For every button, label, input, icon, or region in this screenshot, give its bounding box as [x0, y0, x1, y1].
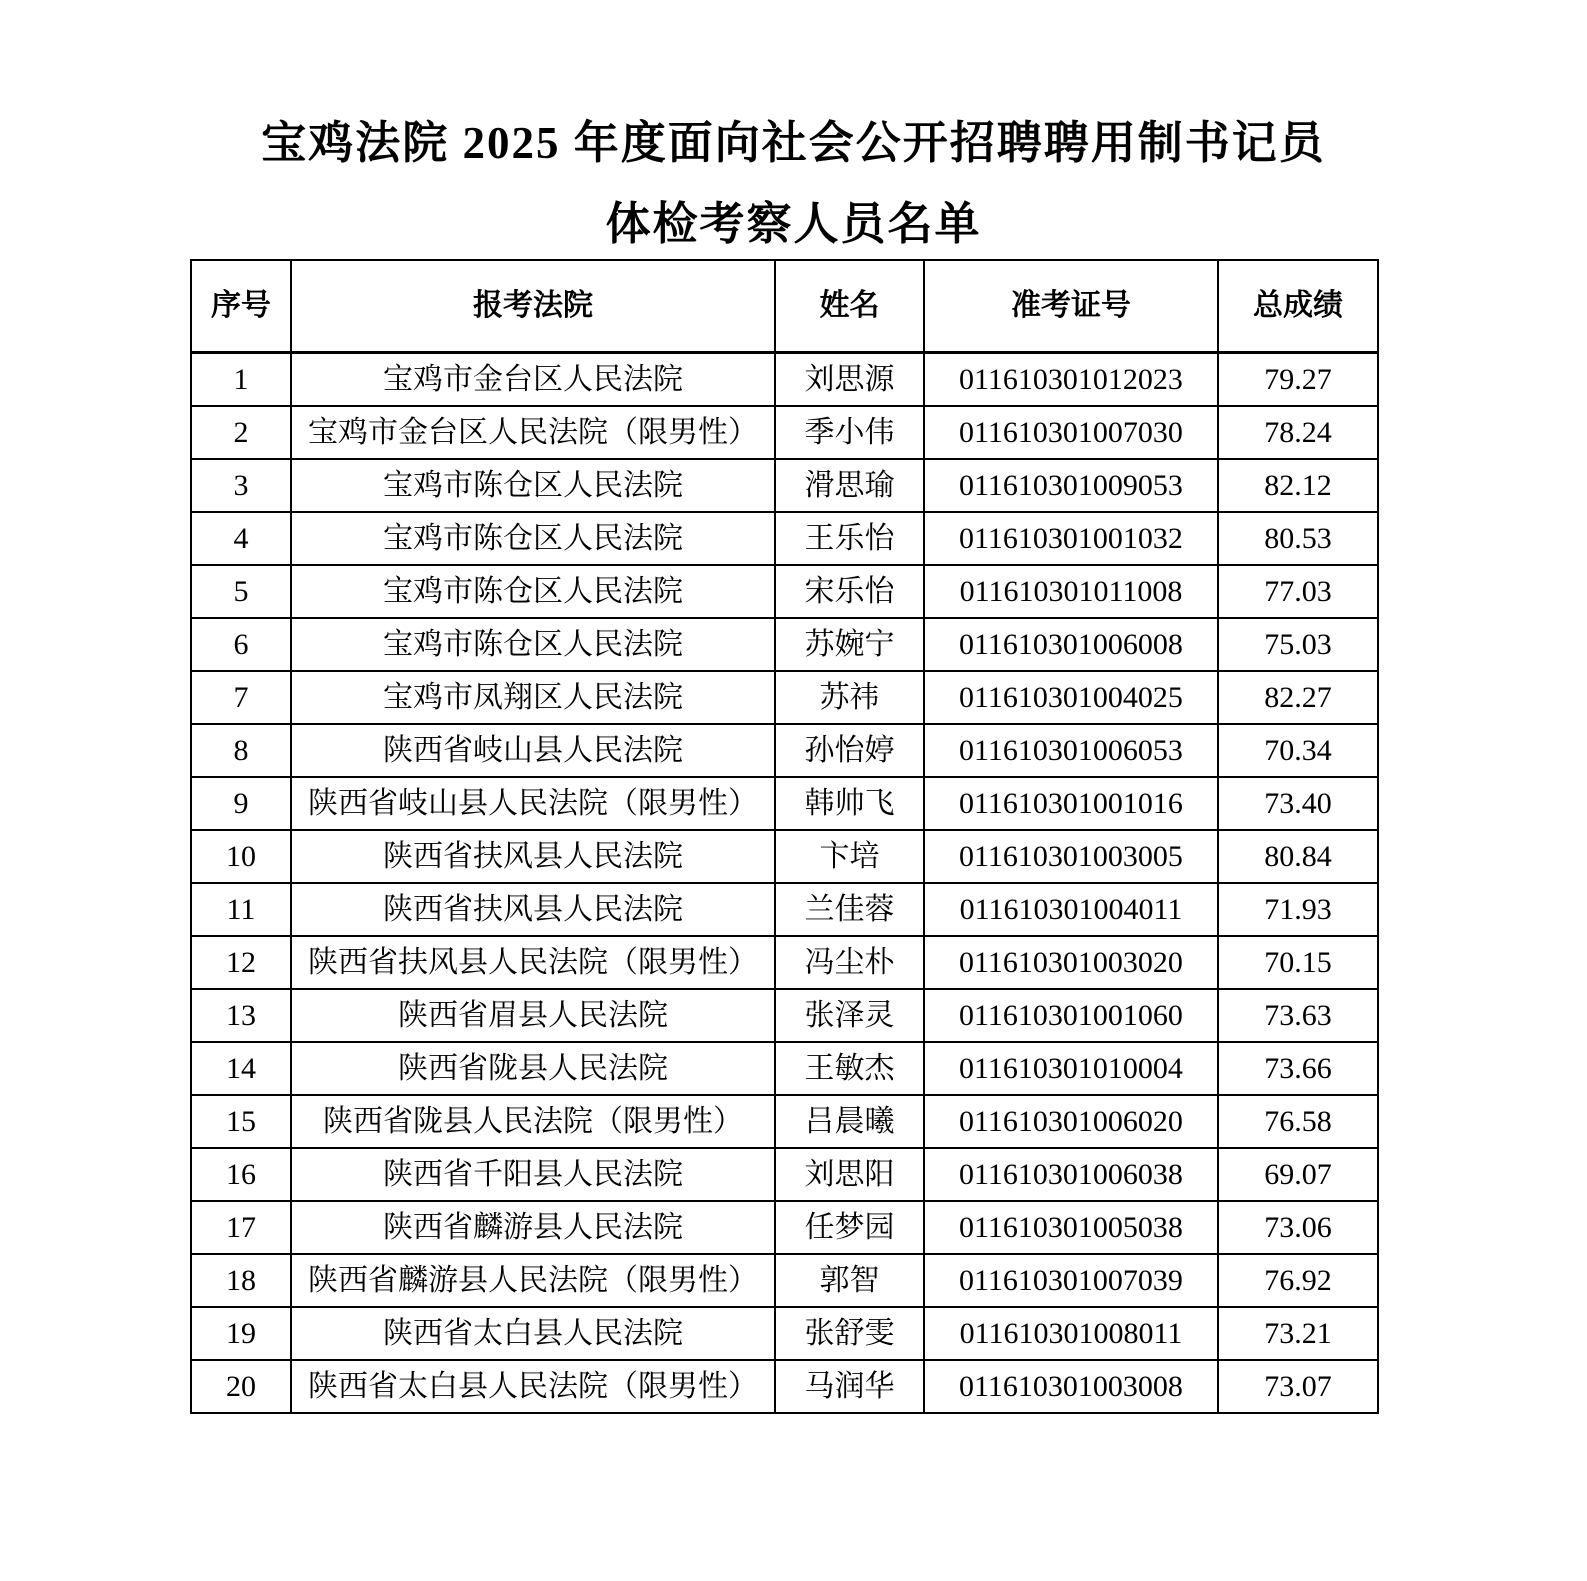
table-row: [191, 406, 1378, 459]
table-row: [191, 1148, 1378, 1201]
total-score: 71.93: [1218, 883, 1378, 936]
exam-id: 011610301004025: [924, 671, 1218, 724]
candidate-name: 宋乐怡: [775, 565, 924, 618]
total-score: 70.15: [1218, 936, 1378, 989]
row-index: 20: [191, 1360, 291, 1413]
total-score: 73.63: [1218, 989, 1378, 1042]
document-title-line1: 宝鸡法院 2025 年度面向社会公开招聘聘用制书记员: [261, 118, 1326, 168]
candidate-name: 王乐怡: [775, 512, 924, 565]
court-name: 陕西省麟游县人民法院: [291, 1201, 775, 1254]
candidate-name: 苏婉宁: [775, 618, 924, 671]
row-index: 19: [191, 1307, 291, 1360]
column-header-score: 总成绩: [1218, 260, 1378, 353]
total-score: 76.58: [1218, 1095, 1378, 1148]
row-index: 15: [191, 1095, 291, 1148]
candidate-name: 刘思阳: [775, 1148, 924, 1201]
column-header-index: 序号: [191, 260, 291, 353]
total-score: 76.92: [1218, 1254, 1378, 1307]
row-index: 17: [191, 1201, 291, 1254]
exam-id: 011610301001032: [924, 512, 1218, 565]
candidate-name: 韩帅飞: [775, 777, 924, 830]
court-name: 陕西省扶风县人民法院: [291, 883, 775, 936]
candidate-name: 兰佳蓉: [775, 883, 924, 936]
total-score: 79.27: [1218, 353, 1378, 407]
exam-id: 011610301003008: [924, 1360, 1218, 1413]
row-index: 1: [191, 353, 291, 407]
column-header-exam-id: 准考证号: [924, 260, 1218, 353]
exam-id: 011610301006020: [924, 1095, 1218, 1148]
exam-id: 011610301006038: [924, 1148, 1218, 1201]
court-name: 宝鸡市金台区人民法院（限男性）: [291, 406, 775, 459]
table-row: [191, 724, 1378, 777]
row-index: 3: [191, 459, 291, 512]
candidate-name: 吕晨曦: [775, 1095, 924, 1148]
column-header-name: 姓名: [775, 260, 924, 353]
court-name: 陕西省扶风县人民法院: [291, 830, 775, 883]
row-index: 4: [191, 512, 291, 565]
exam-id: 011610301007039: [924, 1254, 1218, 1307]
exam-id: 011610301005038: [924, 1201, 1218, 1254]
exam-id: 011610301009053: [924, 459, 1218, 512]
table-row: [191, 777, 1378, 830]
candidate-name: 滑思瑜: [775, 459, 924, 512]
table-row: [191, 671, 1378, 724]
court-name: 宝鸡市陈仓区人民法院: [291, 459, 775, 512]
court-name: 陕西省眉县人民法院: [291, 989, 775, 1042]
total-score: 80.53: [1218, 512, 1378, 565]
row-index: 14: [191, 1042, 291, 1095]
total-score: 73.66: [1218, 1042, 1378, 1095]
court-name: 宝鸡市陈仓区人民法院: [291, 618, 775, 671]
exam-id: 011610301011008: [924, 565, 1218, 618]
exam-id: 011610301006053: [924, 724, 1218, 777]
row-index: 11: [191, 883, 291, 936]
row-index: 16: [191, 1148, 291, 1201]
exam-id: 011610301010004: [924, 1042, 1218, 1095]
row-index: 8: [191, 724, 291, 777]
court-name: 陕西省岐山县人民法院（限男性）: [291, 777, 775, 830]
court-name: 宝鸡市陈仓区人民法院: [291, 565, 775, 618]
total-score: 78.24: [1218, 406, 1378, 459]
total-score: 73.40: [1218, 777, 1378, 830]
court-name: 陕西省扶风县人民法院（限男性）: [291, 936, 775, 989]
row-index: 2: [191, 406, 291, 459]
table-row: [191, 1307, 1378, 1360]
table-row: [191, 353, 1378, 407]
document-title-line2: 体检考察人员名单: [605, 199, 982, 249]
table-row: [191, 459, 1378, 512]
candidate-name: 张舒雯: [775, 1307, 924, 1360]
candidate-name: 马润华: [775, 1360, 924, 1413]
total-score: 82.27: [1218, 671, 1378, 724]
court-name: 宝鸡市凤翔区人民法院: [291, 671, 775, 724]
candidate-name: 刘思源: [775, 353, 924, 407]
court-name: 陕西省太白县人民法院（限男性）: [291, 1360, 775, 1413]
row-index: 10: [191, 830, 291, 883]
table-row: [191, 618, 1378, 671]
total-score: 73.07: [1218, 1360, 1378, 1413]
exam-id: 011610301012023: [924, 353, 1218, 407]
candidate-name: 苏祎: [775, 671, 924, 724]
total-score: 75.03: [1218, 618, 1378, 671]
total-score: 73.06: [1218, 1201, 1378, 1254]
row-index: 18: [191, 1254, 291, 1307]
candidate-name: 卞培: [775, 830, 924, 883]
total-score: 73.21: [1218, 1307, 1378, 1360]
court-name: 宝鸡市陈仓区人民法院: [291, 512, 775, 565]
table-row: [191, 883, 1378, 936]
court-name: 宝鸡市金台区人民法院: [291, 353, 775, 407]
court-name: 陕西省麟游县人民法院（限男性）: [291, 1254, 775, 1307]
candidate-name: 王敏杰: [775, 1042, 924, 1095]
total-score: 82.12: [1218, 459, 1378, 512]
row-index: 5: [191, 565, 291, 618]
exam-id: 011610301001016: [924, 777, 1218, 830]
total-score: 77.03: [1218, 565, 1378, 618]
candidate-name: 季小伟: [775, 406, 924, 459]
table-row: [191, 565, 1378, 618]
total-score: 69.07: [1218, 1148, 1378, 1201]
court-name: 陕西省岐山县人民法院: [291, 724, 775, 777]
court-name: 陕西省陇县人民法院（限男性）: [291, 1095, 775, 1148]
table-row: [191, 1095, 1378, 1148]
table-row: [191, 830, 1378, 883]
court-name: 陕西省陇县人民法院: [291, 1042, 775, 1095]
row-index: 6: [191, 618, 291, 671]
total-score: 80.84: [1218, 830, 1378, 883]
row-index: 7: [191, 671, 291, 724]
candidate-name: 孙怡婷: [775, 724, 924, 777]
exam-id: 011610301007030: [924, 406, 1218, 459]
candidate-name: 冯尘朴: [775, 936, 924, 989]
exam-id: 011610301006008: [924, 618, 1218, 671]
table-row: [191, 1201, 1378, 1254]
table-row: [191, 989, 1378, 1042]
court-name: 陕西省千阳县人民法院: [291, 1148, 775, 1201]
table-row: [191, 1254, 1378, 1307]
court-name: 陕西省太白县人民法院: [291, 1307, 775, 1360]
exam-id: 011610301004011: [924, 883, 1218, 936]
table-header-row: [191, 260, 1378, 353]
candidate-name: 张泽灵: [775, 989, 924, 1042]
table-row: [191, 936, 1378, 989]
row-index: 9: [191, 777, 291, 830]
candidates-table: [190, 259, 1379, 1414]
exam-id: 011610301008011: [924, 1307, 1218, 1360]
column-header-court: 报考法院: [291, 260, 775, 353]
exam-id: 011610301003005: [924, 830, 1218, 883]
total-score: 70.34: [1218, 724, 1378, 777]
candidate-name: 郭智: [775, 1254, 924, 1307]
table-row: [191, 512, 1378, 565]
table-row: [191, 1042, 1378, 1095]
candidate-name: 任梦园: [775, 1201, 924, 1254]
exam-id: 011610301001060: [924, 989, 1218, 1042]
exam-id: 011610301003020: [924, 936, 1218, 989]
table-row: [191, 1360, 1378, 1413]
row-index: 13: [191, 989, 291, 1042]
row-index: 12: [191, 936, 291, 989]
